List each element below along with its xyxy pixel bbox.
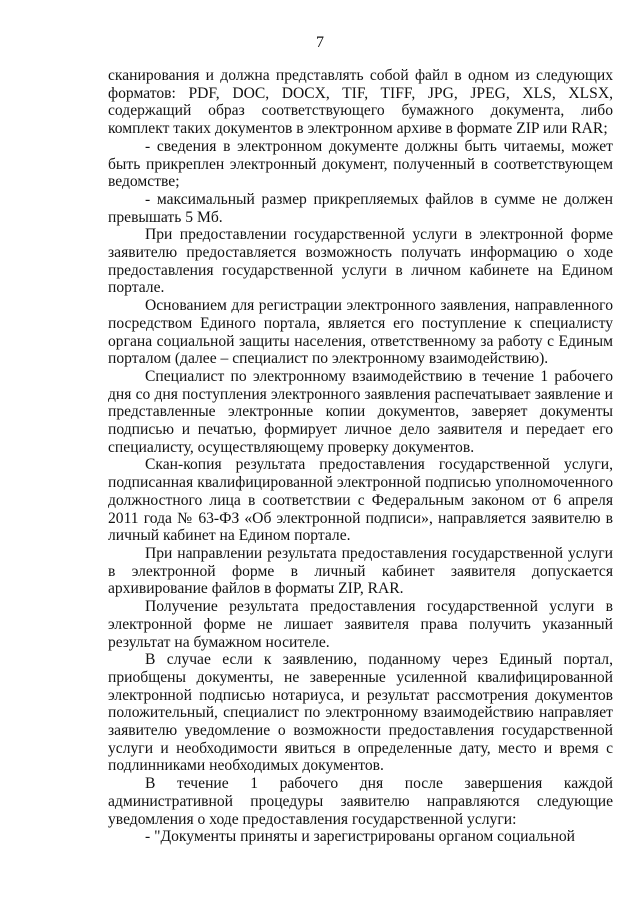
paragraph-7: Скан-копия результата предоставления государственной услуги, подписанная квалифицированной электронной подписью уполномоченного должностного лица в соответствии с Федеральным законом от 6 апреля 2011 года № 63-ФЗ «Об электронной подписи», направляется заявителю в личный кабинет на Едином портале. xyxy=(108,456,613,545)
paragraph-2: - сведения в электронном документе должны быть читаемы, может быть прикреплен электронный документ, полученный в соответствующем ведомстве; xyxy=(108,137,613,191)
paragraph-4: При предоставлении государственной услуги в электронной форме заявителю предоставляется возможность получать информацию о ходе предоставления государственной услуги в личном кабинете на Едином портале. xyxy=(108,226,613,297)
paragraph-9: Получение результата предоставления государственной услуги в электронной форме не лишает заявителя права получить указанный результат на бумажном носителе. xyxy=(108,598,613,651)
paragraph-12: - "Документы приняты и зарегистрированы органом социальной xyxy=(145,828,575,846)
paragraph-6: Специалист по электронному взаимодействию в течение 1 рабочего дня со дня поступления электронного заявления распечатывает заявление и представленные электронные копии документов, заверяет документы подписью и печатью, формирует личное дело заявителя и передает его специалисту, осуществляющему проверку документов. xyxy=(108,367,613,456)
paragraph-5: Основанием для регистрации электронного заявления, направленного посредством Единого портала, является его поступление к специалисту органа социальной защиты населения, ответственному за работу с Единым порталом (далее – специалист по электронному взаимодействию). xyxy=(108,297,613,368)
paragraph-10: В случае если к заявлению, поданному через Единый портал, приобщены документы, не заверенные усиленной квалифицированной электронной подписью нотариуса, и результат рассмотрения документов положительный, специалист по электронному взаимодействию направляет заявителю уведомление о возможности предоставления государственной услуги и необходимости явиться в определенные дату, место и время с подлинниками необходимых документов. xyxy=(108,651,613,775)
page-number: 7 xyxy=(316,34,324,51)
paragraph-1: сканирования и должна представлять собой файл в одном из следующих форматов: PDF, DOC, DOCX, TIF, TIFF, JPG, JPEG, XLS, XLSX, содержащий образ соответствующего бумажного документа, либо комплект таких документов в электронном архиве в формате ZIP или RAR; xyxy=(108,67,613,138)
paragraph-11: В течение 1 рабочего дня после завершения каждой административной процедуры заявителю направляются следующие уведомления о ходе предоставления государственной услуги: xyxy=(108,775,613,828)
document-body xyxy=(108,67,613,846)
paragraph-8: При направлении результата предоставления государственной услуги в электронной форме в личный кабинет заявителя допускается архивирование файлов в форматы ZIP, RAR. xyxy=(108,544,613,598)
paragraph-3: - максимальный размер прикрепляемых файлов в сумме не должен превышать 5 Мб. xyxy=(108,190,613,226)
